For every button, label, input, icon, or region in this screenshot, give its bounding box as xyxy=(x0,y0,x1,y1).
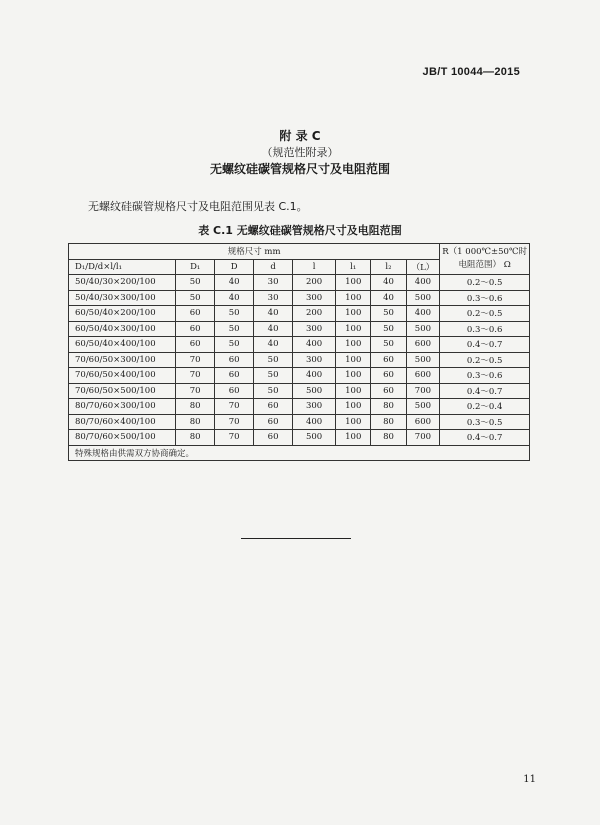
table-cell: 60 xyxy=(254,430,293,446)
table-cell: 600 xyxy=(406,414,440,430)
table-cell: 40 xyxy=(254,337,293,353)
table-cell: 70 xyxy=(215,430,254,446)
table-cell: 50 xyxy=(176,290,215,306)
appendix-heading: 无螺纹硅碳管规格尺寸及电阻范围 xyxy=(209,162,390,176)
table-cell: 60 xyxy=(371,352,406,368)
table-cell: 100 xyxy=(336,337,371,353)
table-cell: 50 xyxy=(254,383,293,399)
table-cell: 50 xyxy=(176,275,215,291)
table-cell: 80 xyxy=(176,414,215,430)
table-cell: 50/40/30×300/100 xyxy=(69,290,176,306)
column-header: D₁ xyxy=(176,259,215,275)
table-cell: 40 xyxy=(215,290,254,306)
table-row xyxy=(69,337,530,353)
table-cell: 70 xyxy=(176,368,215,384)
table-cell: 60 xyxy=(176,306,215,322)
table-cell: 80 xyxy=(371,430,406,446)
table-cell: 60 xyxy=(254,399,293,415)
table-cell: 500 xyxy=(293,430,336,446)
column-header: l₂ xyxy=(371,259,406,275)
table-cell: 70 xyxy=(176,383,215,399)
table-cell: 80/70/60×400/100 xyxy=(69,414,176,430)
table-cell: 100 xyxy=(336,306,371,322)
intro-text: 无螺纹硅碳管规格尺寸及电阻范围见表 C.1。 xyxy=(88,200,308,213)
table-cell: 80/70/60×500/100 xyxy=(69,430,176,446)
table-cell: 50 xyxy=(254,352,293,368)
table-cell: 500 xyxy=(406,352,440,368)
table-cell: 100 xyxy=(336,383,371,399)
table-row xyxy=(69,430,530,446)
table-cell: 400 xyxy=(406,275,440,291)
table-cell: 70/60/50×300/100 xyxy=(69,352,176,368)
column-header: l xyxy=(293,259,336,275)
resistance-cell: 0.2～0.4 xyxy=(440,399,530,415)
table-cell: 500 xyxy=(293,383,336,399)
table-cell: 70 xyxy=(215,414,254,430)
resistance-header xyxy=(440,244,530,275)
table-cell: 500 xyxy=(406,321,440,337)
table-row xyxy=(69,306,530,322)
table-cell: 300 xyxy=(293,352,336,368)
appendix-title: 附 录 C xyxy=(279,129,321,143)
table-cell: 40 xyxy=(371,275,406,291)
table-cell: 700 xyxy=(406,383,440,399)
resistance-cell: 0.2～0.5 xyxy=(440,275,530,291)
table-cell: 500 xyxy=(406,399,440,415)
table-cell: 600 xyxy=(406,337,440,353)
resistance-header-line2: 电阻范围） Ω xyxy=(458,260,511,270)
table-cell: 50 xyxy=(215,321,254,337)
resistance-header-line1: R（1 000℃±50℃时 xyxy=(442,247,527,257)
resistance-cell: 0.4～0.7 xyxy=(440,337,530,353)
resistance-cell: 0.3～0.6 xyxy=(440,368,530,384)
table-row xyxy=(69,414,530,430)
table-cell: 300 xyxy=(293,290,336,306)
table-cell: 200 xyxy=(293,275,336,291)
table-cell: 40 xyxy=(254,321,293,337)
resistance-cell: 0.3～0.5 xyxy=(440,414,530,430)
table-cell: 80 xyxy=(176,399,215,415)
table-cell: 60 xyxy=(215,383,254,399)
table-cell: 400 xyxy=(293,414,336,430)
table-cell: 60 xyxy=(371,368,406,384)
table-cell: 600 xyxy=(406,368,440,384)
table-cell: 50 xyxy=(215,306,254,322)
table-cell: 60 xyxy=(215,352,254,368)
table-cell: 80 xyxy=(371,414,406,430)
table-header-row-1 xyxy=(69,244,530,260)
group-header: 规格尺寸 mm xyxy=(69,244,440,260)
table-row xyxy=(69,399,530,415)
table-cell: 50 xyxy=(371,321,406,337)
table-cell: 80 xyxy=(176,430,215,446)
table-cell: 60 xyxy=(176,337,215,353)
table-row xyxy=(69,275,530,291)
column-header: l₁ xyxy=(336,259,371,275)
appendix-subtitle: （规范性附录） xyxy=(261,146,339,159)
column-header: （L） xyxy=(406,259,440,275)
table-cell: 100 xyxy=(336,430,371,446)
table-cell: 50/40/30×200/100 xyxy=(69,275,176,291)
resistance-cell: 0.2～0.5 xyxy=(440,306,530,322)
table-row xyxy=(69,290,530,306)
table-cell: 100 xyxy=(336,321,371,337)
table-cell: 60 xyxy=(254,414,293,430)
table-note: 特殊规格由供需双方协商确定。 xyxy=(69,445,530,461)
table-cell: 30 xyxy=(254,290,293,306)
table-note-row xyxy=(69,445,530,461)
table-cell: 40 xyxy=(254,306,293,322)
column-header: D xyxy=(215,259,254,275)
column-header: d xyxy=(254,259,293,275)
table-caption: 表 C.1 无螺纹硅碳管规格尺寸及电阻范围 xyxy=(198,224,402,237)
end-rule xyxy=(241,538,351,539)
table-cell: 400 xyxy=(293,368,336,384)
table-cell: 50 xyxy=(254,368,293,384)
table-cell: 40 xyxy=(215,275,254,291)
column-header: D₁/D/d×l/l₁ xyxy=(69,259,176,275)
table-cell: 70 xyxy=(176,352,215,368)
table-row xyxy=(69,352,530,368)
table-cell: 50 xyxy=(215,337,254,353)
table-cell: 80 xyxy=(371,399,406,415)
table-row xyxy=(69,383,530,399)
table-row xyxy=(69,321,530,337)
resistance-cell: 0.4～0.7 xyxy=(440,430,530,446)
table-cell: 80/70/60×300/100 xyxy=(69,399,176,415)
table-cell: 40 xyxy=(371,290,406,306)
table-cell: 30 xyxy=(254,275,293,291)
table-cell: 500 xyxy=(406,290,440,306)
table-cell: 100 xyxy=(336,352,371,368)
table-cell: 200 xyxy=(293,306,336,322)
table-cell: 100 xyxy=(336,414,371,430)
table-cell: 300 xyxy=(293,321,336,337)
table-cell: 60/50/40×200/100 xyxy=(69,306,176,322)
page-number: 11 xyxy=(523,774,536,785)
standard-code: JB/T 10044—2015 xyxy=(422,66,520,78)
table-cell: 60 xyxy=(176,321,215,337)
table-row xyxy=(69,368,530,384)
resistance-cell: 0.2～0.5 xyxy=(440,352,530,368)
table-cell: 50 xyxy=(371,306,406,322)
table-cell: 100 xyxy=(336,290,371,306)
resistance-cell: 0.4～0.7 xyxy=(440,383,530,399)
resistance-cell: 0.3～0.6 xyxy=(440,321,530,337)
table-cell: 70/60/50×500/100 xyxy=(69,383,176,399)
table-cell: 400 xyxy=(293,337,336,353)
table-cell: 50 xyxy=(371,337,406,353)
table-cell: 70 xyxy=(215,399,254,415)
table-cell: 100 xyxy=(336,275,371,291)
spec-table xyxy=(68,243,530,461)
resistance-cell: 0.3～0.6 xyxy=(440,290,530,306)
table-cell: 400 xyxy=(406,306,440,322)
table-cell: 60/50/40×400/100 xyxy=(69,337,176,353)
table-cell: 700 xyxy=(406,430,440,446)
table-cell: 70/60/50×400/100 xyxy=(69,368,176,384)
table-cell: 100 xyxy=(336,368,371,384)
table-cell: 300 xyxy=(293,399,336,415)
table-cell: 60/50/40×300/100 xyxy=(69,321,176,337)
table-cell: 60 xyxy=(371,383,406,399)
table-cell: 60 xyxy=(215,368,254,384)
table-cell: 100 xyxy=(336,399,371,415)
